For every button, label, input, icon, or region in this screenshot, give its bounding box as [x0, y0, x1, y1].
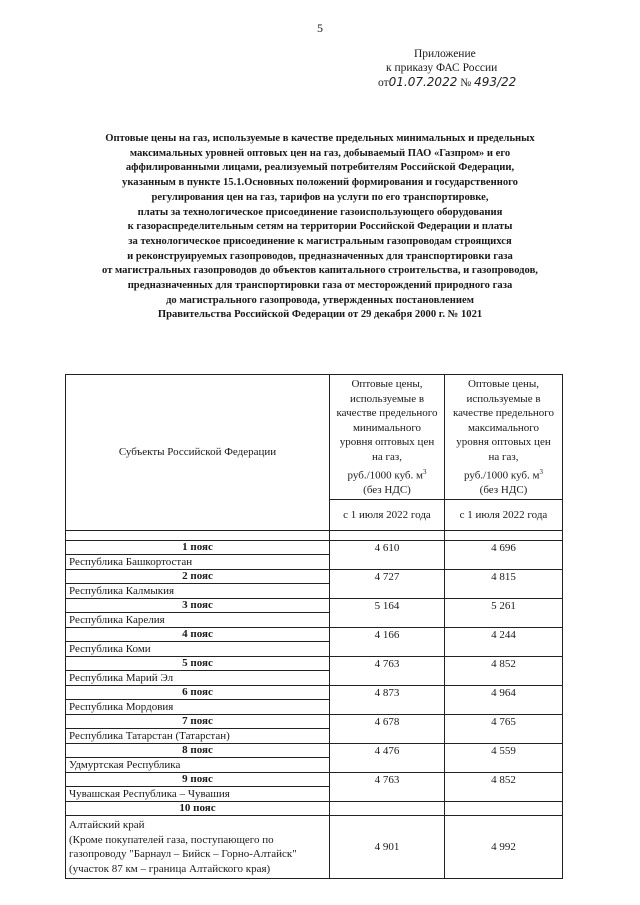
zone-label: 9 пояс [66, 773, 330, 787]
header-line: Оптовые цены, [467, 378, 539, 390]
price-table [65, 374, 563, 879]
header-unit: руб./1000 куб. $м^3$ [347, 467, 427, 482]
zone-row [66, 773, 563, 787]
header-subjects: Субъекты Российской Федерации [66, 375, 330, 531]
zone-label: 8 пояс [66, 744, 330, 758]
region-name-multiline [66, 816, 330, 879]
zone-row [66, 570, 563, 584]
table-row [66, 816, 563, 879]
min-price: 4 763 [330, 773, 445, 802]
date-prefix: от [378, 77, 389, 89]
zone-label: 5 пояс [66, 657, 330, 671]
table-header-row [66, 375, 563, 500]
number-prefix: № [460, 77, 472, 89]
title-line: максимальных уровней оптовых цен на газ, добываемый ПАО «Газпром» и его [129, 147, 511, 159]
region-name: Республика Калмыкия [66, 584, 330, 599]
zone-label: 7 пояс [66, 715, 330, 729]
handwritten-date: 01.07.2022 [388, 75, 458, 89]
title-line: от магистральных газопроводов до объектов капитального строительства, и газопроводов, [102, 265, 538, 277]
header-line: качестве предельного [336, 407, 438, 420]
document-title [30, 132, 610, 323]
min-price: 4 727 [330, 570, 445, 599]
max-price: 4 696 [445, 541, 563, 570]
max-price: 4 964 [445, 686, 563, 715]
region-name: Республика Карелия [66, 613, 330, 628]
header-unit: руб./1000 куб. $м^3$ [464, 467, 543, 482]
header-line: используемые в [466, 392, 541, 405]
region-line: газопроводу "Барнаул – Бийск – Горно-Алтайск" [69, 848, 297, 861]
header-min-price [330, 375, 445, 500]
header-max-price [445, 375, 563, 500]
title-line: указанным в пункте 15.1.Основных положений формирования и государственного [122, 177, 518, 189]
date-max: с 1 июля 2022 года [445, 500, 563, 531]
header-line: уровня оптовых цен [456, 436, 551, 449]
zone-label: 10 пояс [66, 802, 330, 816]
zone-row [66, 686, 563, 700]
max-price: 4 992 [445, 816, 563, 879]
header-vat: (без НДС) [363, 483, 411, 496]
zone-row [66, 541, 563, 555]
max-price: 4 815 [445, 570, 563, 599]
header-line: на газ, [488, 450, 519, 463]
spacer-row [66, 531, 563, 541]
title-line: за технологическое присоединение к магистральным газопроводам строящихся [128, 235, 512, 247]
min-price: 4 678 [330, 715, 445, 744]
zone-row [66, 657, 563, 671]
appendix-title: Приложение [414, 48, 476, 60]
zone-row [66, 715, 563, 729]
region-name: Республика Мордовия [66, 700, 330, 715]
title-line: к газораспределительным сетям на территории Российской Федерации и платы [127, 221, 513, 233]
min-price: 4 763 [330, 657, 445, 686]
max-price: 5 261 [445, 599, 563, 628]
header-line: используемые в [349, 392, 425, 405]
handwritten-number: 493/22 [474, 75, 517, 89]
zone-label: 6 пояс [66, 686, 330, 700]
max-price: 4 244 [445, 628, 563, 657]
appendix-block [378, 47, 568, 90]
region-name: Удмуртская Республика [66, 758, 330, 773]
region-line: (Кроме покупателей газа, поступающего по [69, 833, 274, 846]
zone-row [66, 628, 563, 642]
date-min: с 1 июля 2022 года [330, 500, 445, 531]
region-line: Алтайский край [69, 819, 145, 832]
region-line: (участок 87 км – граница Алтайского края) [69, 862, 271, 875]
min-price: 4 873 [330, 686, 445, 715]
max-price: 4 852 [445, 773, 563, 802]
zone-label: 2 пояс [66, 570, 330, 584]
header-line: на газ, [371, 450, 402, 463]
min-price: 5 164 [330, 599, 445, 628]
title-line: регулирования цен на газ, тарифов на услуги по его транспортировке, [151, 191, 489, 203]
zone-label: 4 пояс [66, 628, 330, 642]
max-price: 4 765 [445, 715, 563, 744]
header-vat: (без НДС) [479, 483, 528, 496]
zone-row [66, 802, 563, 816]
zone-label: 1 пояс [66, 541, 330, 555]
region-name: Чувашская Республика – Чувашия [66, 787, 330, 802]
title-line: платы за технологическое присоединение газоиспользующего оборудования [137, 206, 503, 218]
max-price: 4 852 [445, 657, 563, 686]
title-line: до магистрального газопровода, утвержденных постановлением [166, 294, 474, 306]
min-price: 4 901 [330, 816, 445, 879]
appendix-date-line [378, 75, 568, 90]
max-price: 4 559 [445, 744, 563, 773]
min-price: 4 610 [330, 541, 445, 570]
header-line: качестве предельного [453, 407, 554, 420]
zone-row [66, 744, 563, 758]
title-line: аффилированными лицами, реализуемый потребителям Российской Федерации, [125, 162, 515, 174]
region-name: Республика Башкортостан [66, 555, 330, 570]
zone-label: 3 пояс [66, 599, 330, 613]
title-line: предназначенных для транспортировки газа от месторождений природного газа [127, 280, 513, 292]
page-number: 5 [317, 21, 323, 35]
header-line: Оптовые цены, [351, 378, 423, 390]
region-name: Республика Коми [66, 642, 330, 657]
title-line: Оптовые цены на газ, используемые в качестве предельных минимальных и предельных [105, 133, 535, 144]
region-name: Республика Марий Эл [66, 671, 330, 686]
header-line: уровня оптовых цен [339, 436, 435, 449]
appendix-order: к приказу ФАС России [386, 62, 498, 74]
title-line: Правительства Российской Федерации от 29 декабря 2000 г. № 1021 [157, 309, 483, 321]
min-price: 4 476 [330, 744, 445, 773]
region-name: Республика Татарстан (Татарстан) [66, 729, 330, 744]
header-line: минимального [352, 421, 422, 434]
title-line: и реконструируемых газопроводов, предназначенных для транспортировки газа [127, 250, 513, 262]
zone-row [66, 599, 563, 613]
header-line: максимального [467, 421, 540, 434]
min-price: 4 166 [330, 628, 445, 657]
